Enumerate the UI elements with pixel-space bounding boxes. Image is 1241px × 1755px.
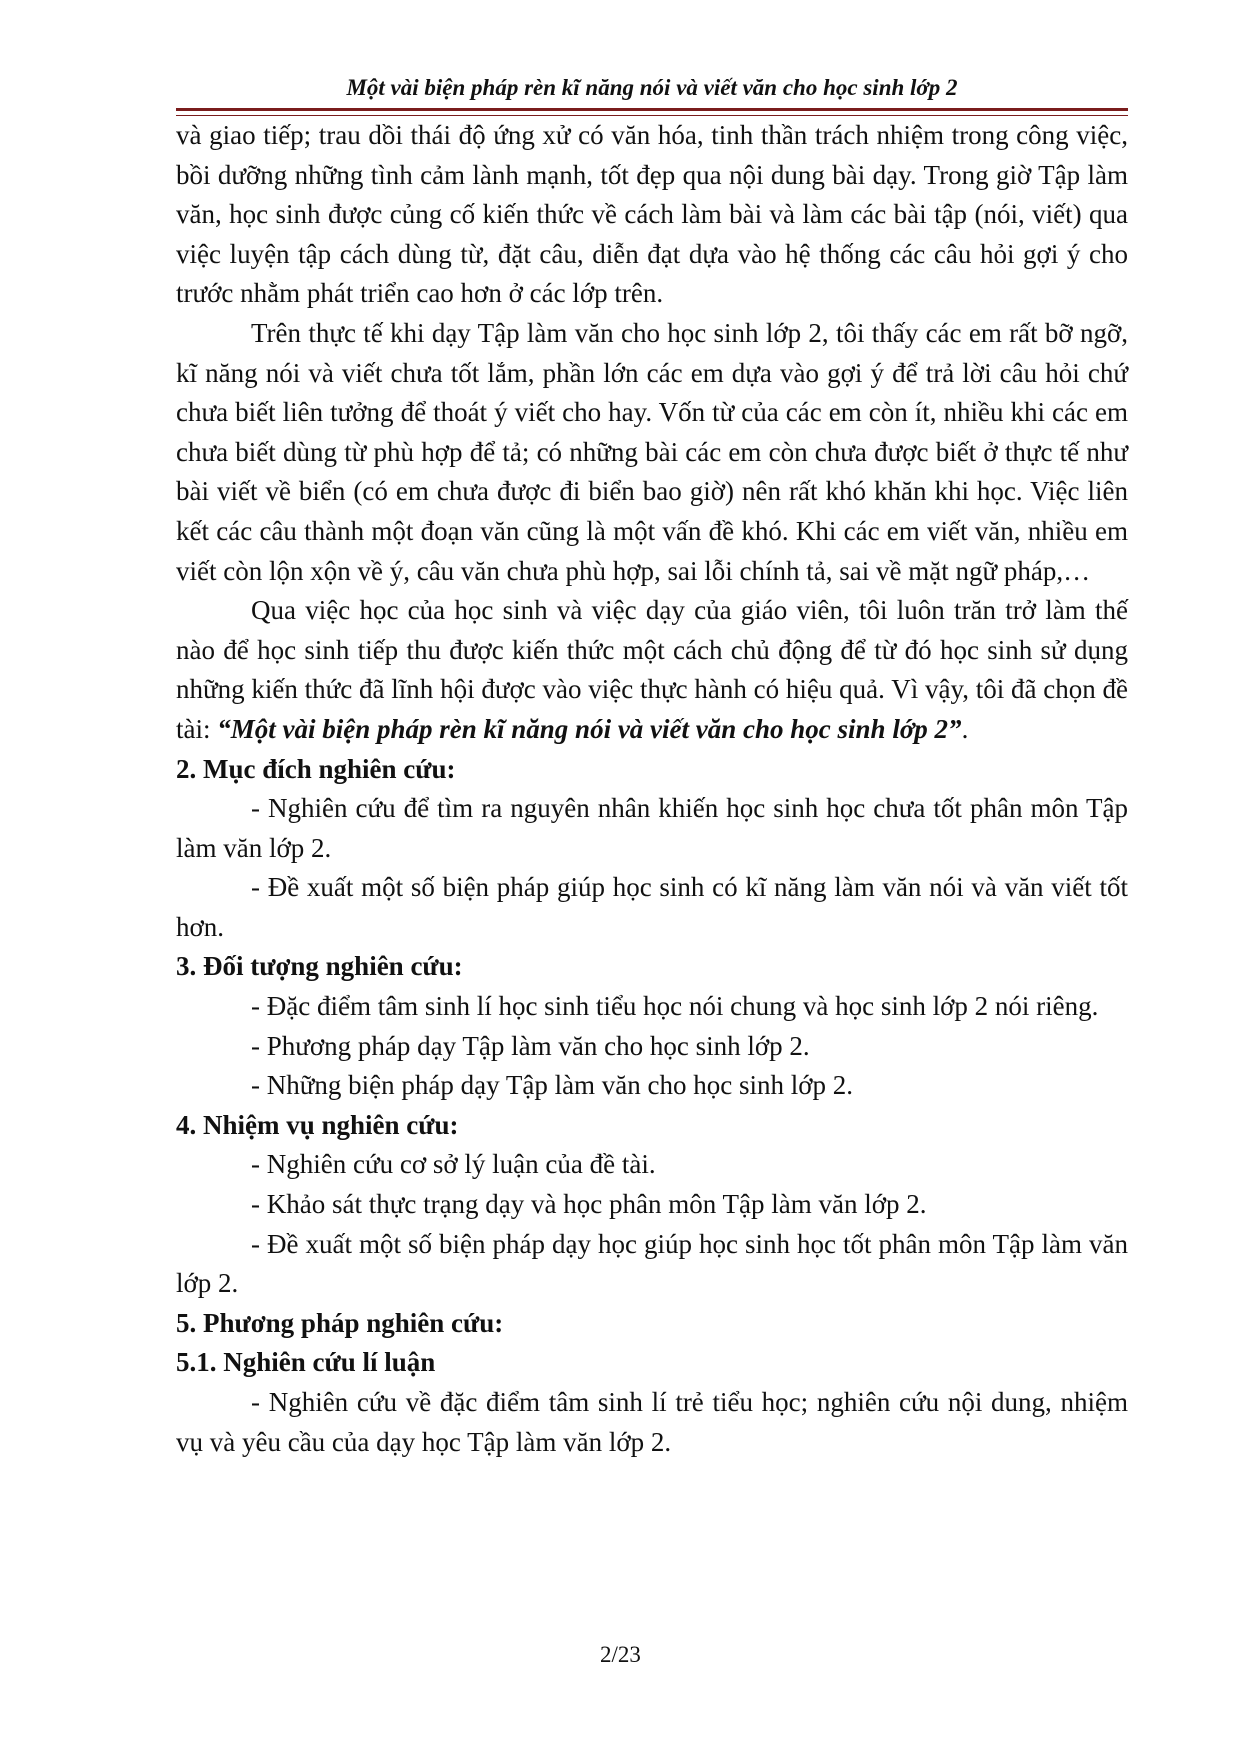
list-item: - Đề xuất một số biện pháp dạy học giúp học sinh học tốt phân môn Tập làm văn lớp 2. [176,1228,1128,1299]
paragraph-observation: Trên thực tế khi dạy Tập làm văn cho học sinh lớp 2, tôi thấy các em rất bỡ ngỡ, kĩ năng nói và viết chưa tốt lắm, phần lớn các em dựa vào gợi ý để trả lời câu hỏi chứ chưa biết liên tưởng để thoát ý viết cho hay. Vốn từ của các em còn ít, nhiều khi các em chưa biết dùng từ phù hợp để tả; có những bài các em còn chưa được biết ở thực tế như bài viết về biển (có em chưa được đi biển bao giờ) nên rất khó khăn khi học. Việc liên kết các câu thành một đoạn văn cũng là một vấn đề khó. Khi các em viết văn, nhiều em viết còn lộn xộn về ý, câu văn chưa phù hợp, sai lỗi chính tả, sai về mặt ngữ pháp,… [176,317,1128,586]
subsection-heading-theory: 5.1. Nghiên cứu lí luận [176,1347,436,1378]
list-item: - Khảo sát thực trạng dạy và học phân môn Tập làm văn lớp 2. [251,1189,927,1220]
section-heading-tasks: 4. Nhiệm vụ nghiên cứu: [176,1109,459,1140]
list-item: - Đề xuất một số biện pháp giúp học sinh có kĩ năng làm văn nói và văn viết tốt hơn. [176,872,1128,942]
list-item: - Nghiên cứu cơ sở lý luận của đề tài. [251,1149,656,1180]
section-heading-subjects: 3. Đối tượng nghiên cứu: [176,951,463,982]
list-item: - Nghiên cứu để tìm ra nguyên nhân khiến học sinh học chưa tốt phân môn Tập làm văn lớp 2. [176,793,1128,863]
section-heading-methods: 5. Phương pháp nghiên cứu: [176,1307,504,1338]
paragraph-topic-lead: Qua việc học của học sinh và việc dạy của giáo viên, tôi luôn trăn trở làm thế nào để học sinh tiếp thu được kiến thức một cách chủ động để từ đó học sinh sử dụng những kiến thức đã lĩnh hội được vào việc thực hành có hiệu quả. Vì vậy, tôi đã chọn đề tài: [176,595,1128,744]
page-header-title: Một vài biện pháp rèn kĩ năng nói và viết văn cho học sinh lớp 2 [346,75,958,100]
document-body [176,116,1128,1462]
section-heading-purpose: 2. Mục đích nghiên cứu: [176,753,456,784]
list-item: - Những biện pháp dạy Tập làm văn cho học sinh lớp 2. [251,1070,854,1101]
page-number: 2/23 [600,1642,641,1667]
paragraph-topic-choice [176,591,1128,749]
list-item: - Đặc điểm tâm sinh lí học sinh tiểu học nói chung và học sinh lớp 2 nói riêng. [251,991,1099,1022]
header-rule [176,108,1128,116]
paragraph-intro-continued: và giao tiếp; trau dồi thái độ ứng xử có văn hóa, tinh thần trách nhiệm trong công việc, bồi dưỡng những tình cảm lành mạnh, tốt đẹp qua nội dung bài dạy. Trong giờ Tập làm văn, học sinh được củng cố kiến thức về cách làm bài và làm các bài tập (nói, viết) qua việc luyện tập cách dùng từ, đặt câu, diễn đạt dựa vào hệ thống các câu hỏi gợi ý cho trước nhằm phát triển cao hơn ở các lớp trên. [176,120,1128,309]
topic-title-quote: “Một vài biện pháp rèn kĩ năng nói và viết văn cho học sinh lớp 2” [217,713,962,744]
paragraph-topic-end: . [961,713,969,744]
list-item: - Phương pháp dạy Tập làm văn cho học sinh lớp 2. [251,1030,810,1061]
list-item: - Nghiên cứu về đặc điểm tâm sinh lí trẻ tiểu học; nghiên cứu nội dung, nhiệm vụ và yêu cầu của dạy học Tập làm văn lớp 2. [176,1387,1128,1457]
